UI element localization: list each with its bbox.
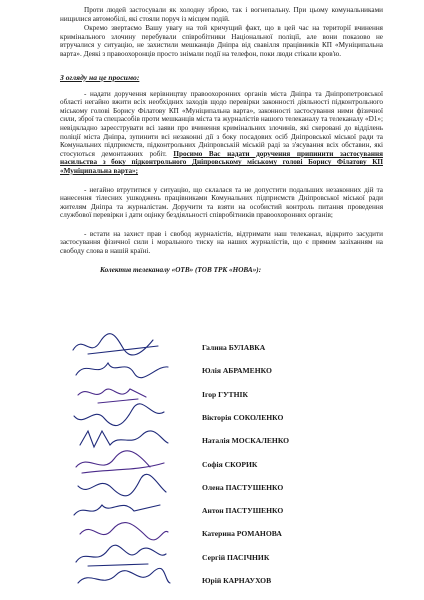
- signatory-name: Антон ПАСТУШЕНКО: [202, 506, 284, 516]
- request-1-text: - надати доручення керівництву правоохоронних органів міста Дніпра та Дніпропетровської області негайно вжити всіх необхідних заходів щодо перевірки законності діяльності підконтрольного міському голові Борису Філатову КП «Муніципальна варта», законності застосування ними фізичної сили, зброї та спецзасобів проти мешканців міста та журналістів нашого телеканалу та телеканалу «D1»; невідкладно зареєструвати всі заяви про вчинення кримінальних злочинів, які скеровані до відділень поліції міста Дніпра, зупинити всі незаконні дії з боку посадових осіб Дніпровської міської ради та Комунальних підприємств, підконтрольних Дніпровській міській раді за з'ясування всіх обставин, які стосуються демонтажних робіт.: [60, 89, 383, 158]
- request-item-2: - негайно втрутитися у ситуацію, що склалася та не допустити подальших незаконних дій та нанесення тілесних ушкоджень працівниками Комунальних підприємств Дніпровської міської ради жителям Дніпра та журналістам. Доручити та взяти на особистий контроль питання проведення службової перевірки і дати оцінку бездіяльності співробітників правоохоронних органів;: [60, 185, 383, 220]
- requests-heading: З огляду на це просимо:: [60, 72, 140, 82]
- signatory-name: Наталія МОСКАЛЕНКО: [202, 436, 290, 446]
- paragraph-attack-description: Проти людей застосували як холодну зброю, так і вогнепальну. При цьому комунальниками нищилися автомобілі, які стояли поруч із місцем подій.: [60, 6, 383, 23]
- signatory-name: Ігор ГУТНІК: [202, 389, 248, 399]
- collective-title: Колектив телеканалу «ОТВ» (ТОВ ТРК «НОВА»):: [100, 265, 262, 274]
- request-1-emphasis: Просимо Вас надати доручення припинити застосування насильства з боку підконтрольного Дніпровському міському голові Борису Філатову КП «Муніципальна варта»;: [60, 149, 384, 175]
- signatory-name: Галина БУЛАВКА: [202, 343, 266, 352]
- signatory-name: Сергій ПАСІЧНИК: [202, 552, 270, 562]
- request-item-3: - встати на захист прав і свобод журналістів, відтримати наш телеканал, відкрито засудити застосування фізичної сили і морального тиску на наших журналістів, що є прямим зазіханням на свободу слова в нашій країні.: [60, 229, 383, 256]
- signatory-name: Юлія АБРАМЕНКО: [202, 366, 272, 376]
- signatory-name: Олена ПАСТУШЕНКО: [202, 482, 284, 492]
- signatory-name: Софія СКОРИК: [202, 459, 258, 469]
- signature-list: [60, 338, 390, 600]
- paragraph-police-inaction: Окремо звертаємо Вашу увагу на той кричущий факт, що в цей час на території вчинення кримінального злочину перебували співробітники Національної поліції, але вони показово не втручалися у ситуацію, не захистили мешканців Дніпра від свавілля працівників КП «Муніципальна варта». Деякі з правоохоронців просто знімали події на телефон, поки люди стікали кров'ю.: [60, 24, 383, 58]
- signatory-name: Юрій КАРНАУХОВ: [202, 576, 272, 585]
- request-item-1: [60, 90, 383, 176]
- signatory-name: Вікторія СОКОЛЕНКО: [202, 412, 284, 422]
- signatory-name: Катерина РОМАНОВА: [202, 529, 282, 539]
- signature-row: [60, 571, 390, 593]
- handwritten-signature: [68, 565, 178, 595]
